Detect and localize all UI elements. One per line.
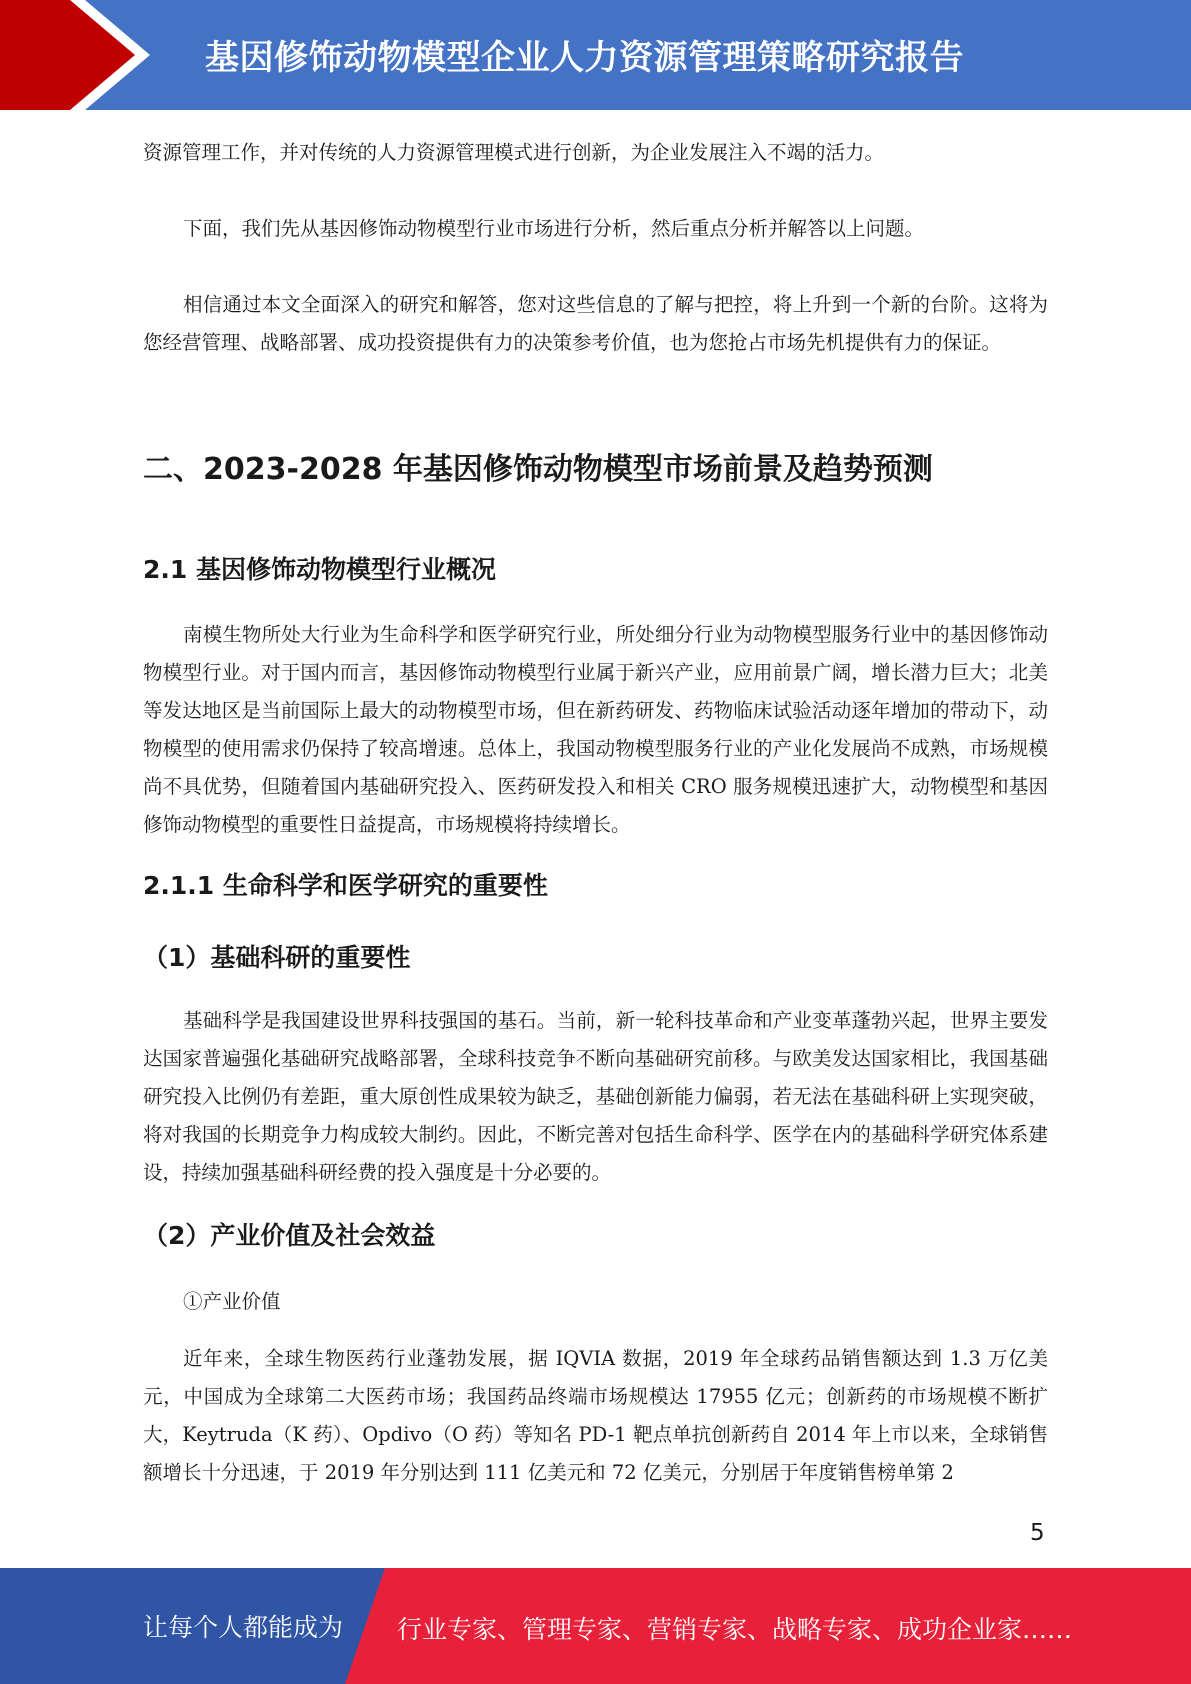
report-title: 基因修饰动物模型企业人力资源管理策略研究报告 bbox=[205, 38, 964, 78]
heading-basic-research: （1）基础科研的重要性 bbox=[143, 943, 411, 972]
page-header bbox=[0, 0, 1191, 110]
paragraph-basic-research: 基础科学是我国建设世界科技强国的基石。当前，新一轮科技革命和产业变革蓬勃兴起，世界主要发达国家普遍强化基础研究战略部署，全球科技竞争不断向基础研究前移。与欧美发达国家相比，我国基础研究投入比例仍有差距，重大原创性成果较为缺乏，基础创新能力偏弱，若无法在基础科研上实现突破，将对我国的长期竞争力构成较大制约。因此，不断完善对包括生命科学、医学在内的基础科学研究体系建设，持续加强基础科研经费的投入强度是十分必要的。 bbox=[143, 1009, 1048, 1184]
paragraph-industry-value: 近年来，全球生物医药行业蓬勃发展，据 IQVIA 数据，2019 年全球药品销售额达到 1.3 万亿美元，中国成为全球第二大医药市场；我国药品终端市场规模达 17955 亿元；创新药的市场规模不断扩大，Keytruda（K 药）、Opdivo（O 药）等知名 PD-1 靶点单抗创新药自 2014 年上市以来，全球销售额增长十分迅速，于 2019 年分别达到 111 亿美元和 72 亿美元，分别居于年度销售榜单第 2 bbox=[143, 1347, 1048, 1484]
page-number: 5 bbox=[1030, 1520, 1045, 1546]
chevron-arrow-icon bbox=[0, 0, 160, 110]
subsection-heading-2-1: 2.1 基因修饰动物模型行业概况 bbox=[143, 555, 496, 584]
subsection-heading-2-1-1: 2.1.1 生命科学和医学研究的重要性 bbox=[143, 871, 548, 900]
section-heading-2: 二、2023-2028 年基因修饰动物模型市场前景及趋势预测 bbox=[143, 452, 933, 487]
page-footer bbox=[0, 1568, 1191, 1684]
footer-slogan-left: 让每个人都能成为 bbox=[143, 1613, 344, 1642]
heading-industry-value: （2）产业价值及社会效益 bbox=[143, 1221, 436, 1250]
paragraph-2-1: 南模生物所处大行业为生命科学和医学研究行业，所处细分行业为动物模型服务行业中的基因修饰动物模型行业。对于国内而言，基因修饰动物模型行业属于新兴产业，应用前景广阔，增长潜力巨大；北美等发达地区是当前国际上最大的动物模型市场，但在新药研发、药物临床试验活动逐年增加的带动下，动物模型的使用需求仍保持了较高增速。总体上，我国动物模型服务行业的产业化发展尚不成熟，市场规模尚不具优势，但随着国内基础研究投入、医药研发投入和相关 CRO 服务规模迅速扩大，动物模型和基因修饰动物模型的重要性日益提高，市场规模将持续增长。 bbox=[143, 623, 1048, 836]
paragraph-next: 下面，我们先从基因修饰动物模型行业市场进行分析，然后重点分析并解答以上问题。 bbox=[183, 217, 925, 240]
footer-slogan-right: 行业专家、管理专家、营销专家、战略专家、成功企业家…… bbox=[397, 1615, 1073, 1644]
paragraph-trust: 相信通过本文全面深入的研究和解答，您对这些信息的了解与把控，将上升到一个新的台阶。这将为您经营管理、战略部署、成功投资提供有力的决策参考价值，也为您抢占市场先机提供有力的保证。 bbox=[143, 293, 1048, 354]
paragraph-continued: 资源管理工作，并对传统的人力资源管理模式进行创新，为企业发展注入不竭的活力。 bbox=[143, 141, 885, 164]
subheading-industry-value: ①产业价值 bbox=[183, 1290, 281, 1313]
